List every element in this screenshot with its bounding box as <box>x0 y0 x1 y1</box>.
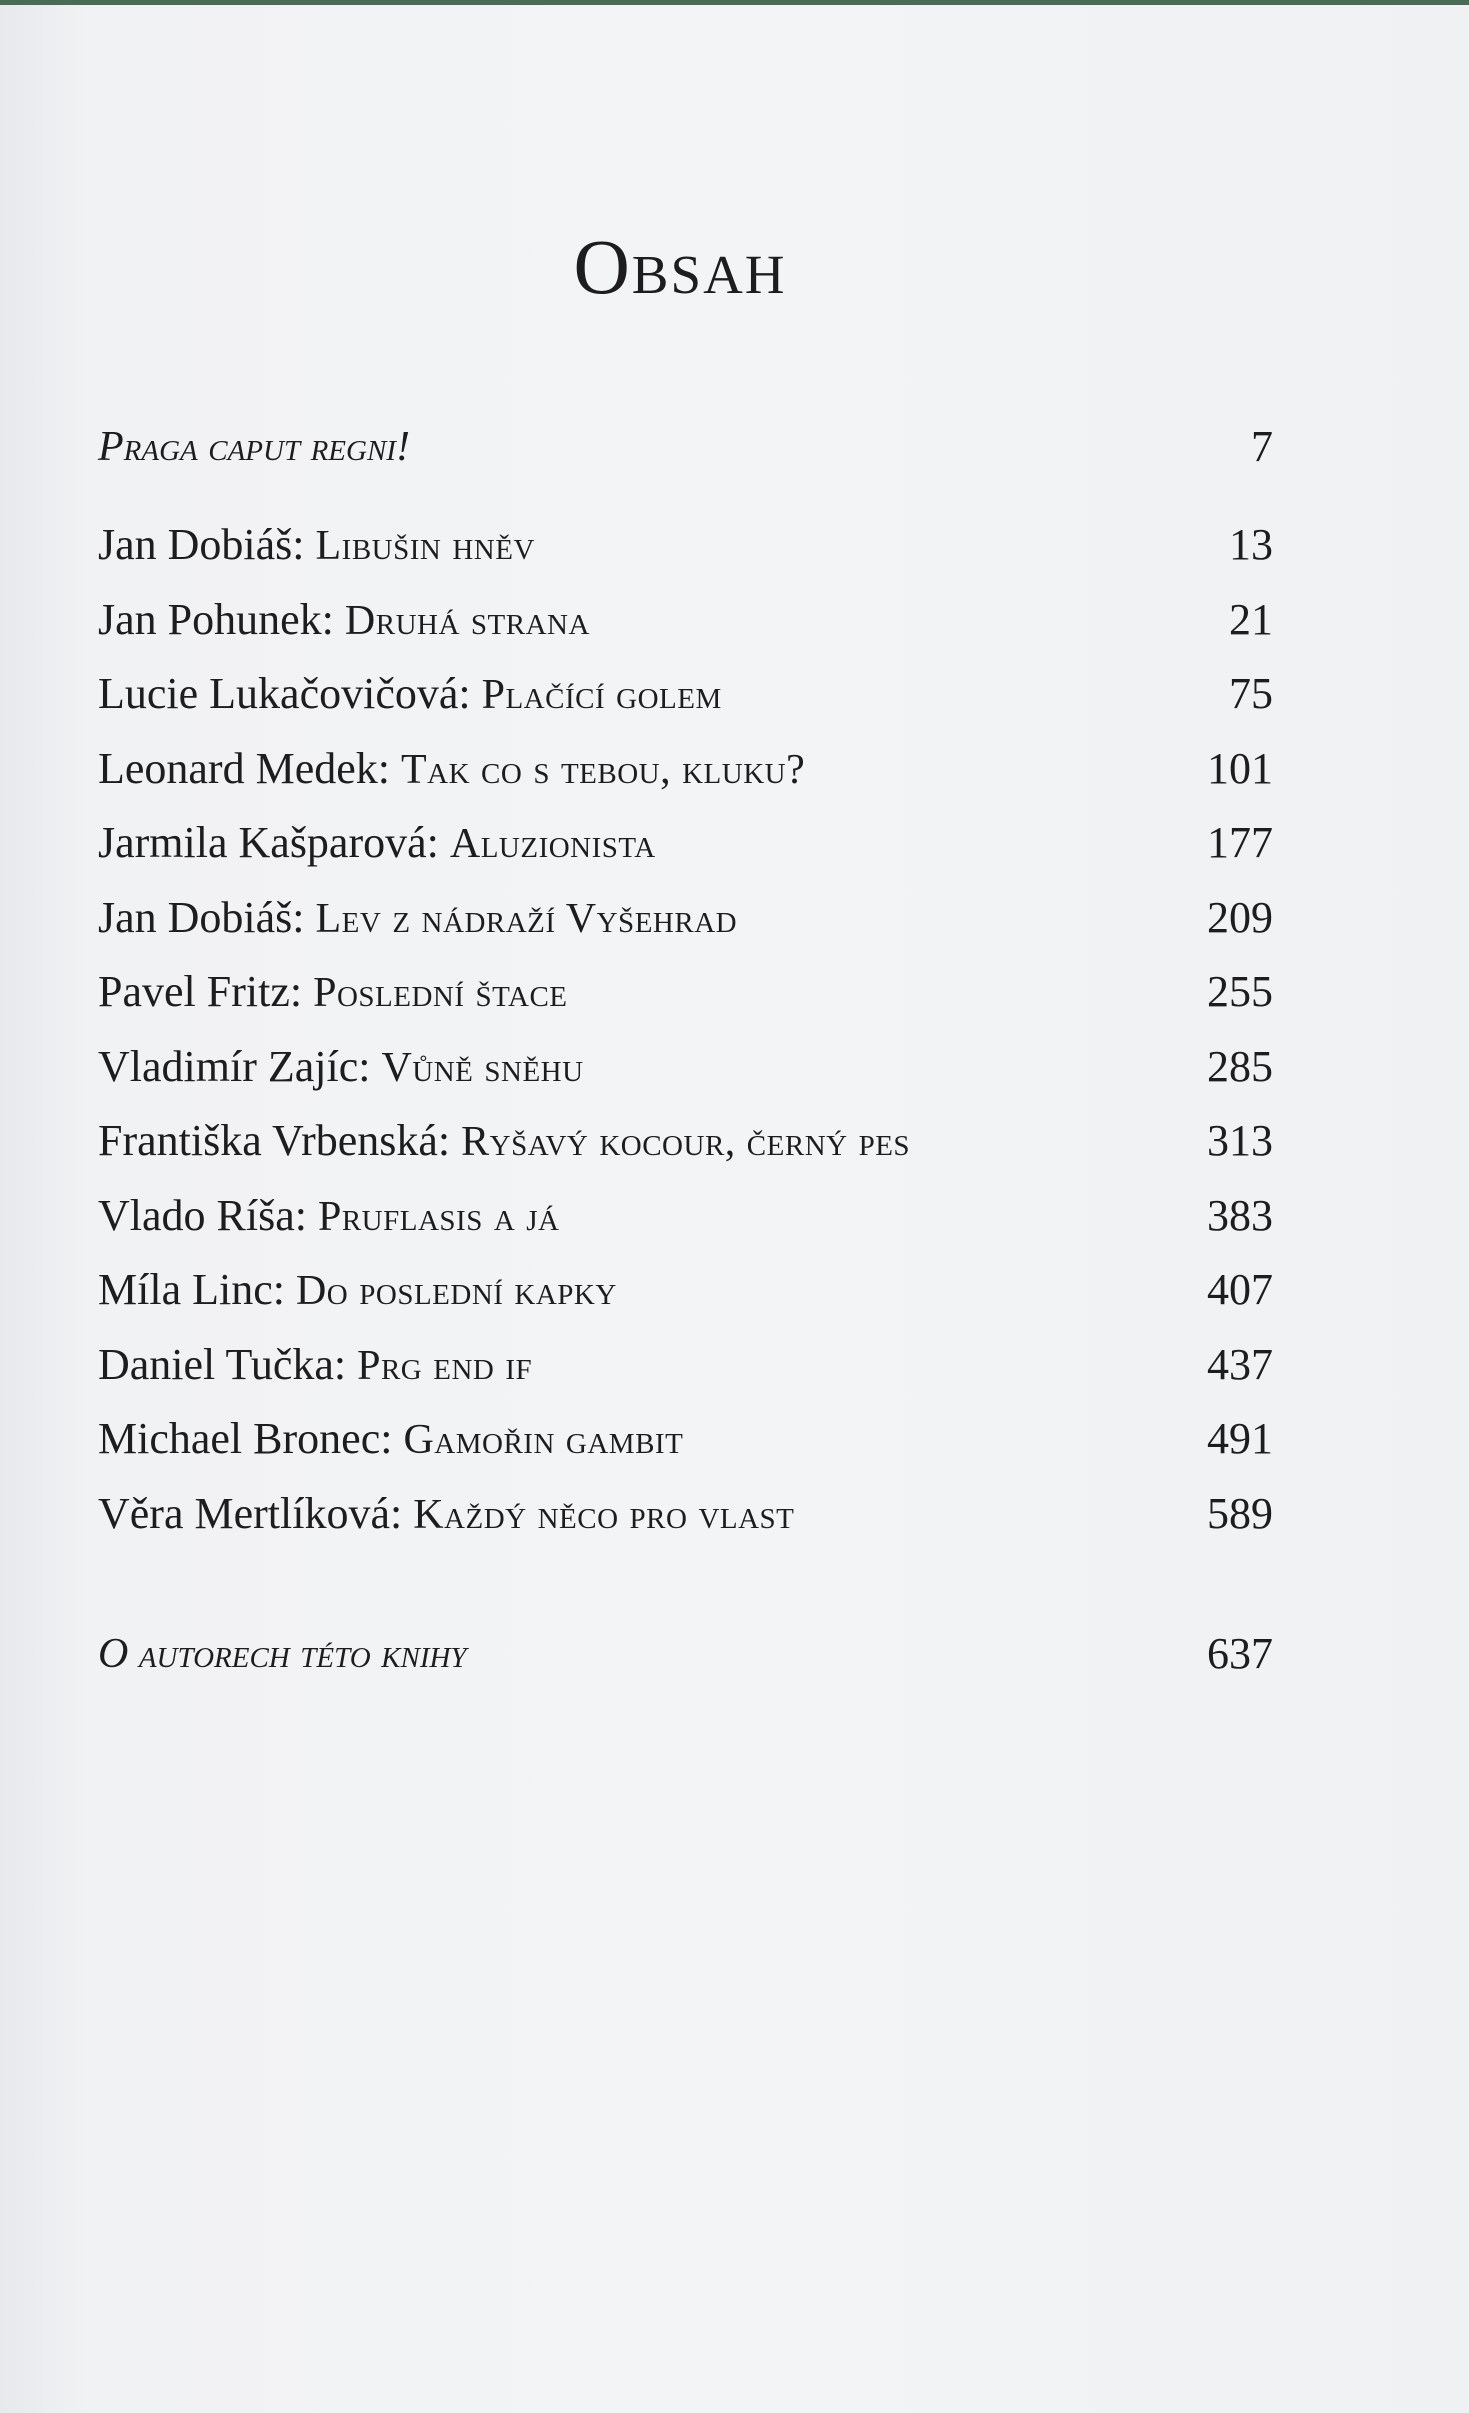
entry-author: Jan Dobiáš: <box>98 892 316 942</box>
entry-story: Druhá strana <box>344 597 590 644</box>
toc-entry-5 <box>98 806 1273 881</box>
toc-entry-1 <box>98 508 1273 583</box>
toc-intro-row <box>98 410 1273 485</box>
toc-entry-13 <box>98 1402 1273 1477</box>
entry-story: Ryšavý kocour, černý pes <box>461 1119 911 1165</box>
entry-page: 407 <box>1207 1265 1273 1314</box>
page-top-edge <box>0 0 1469 5</box>
entry-story: Tak co s tebou, kluku? <box>401 746 806 793</box>
toc-entry-3 <box>98 657 1273 732</box>
entry-author: Jarmila Kašparová: <box>98 818 450 867</box>
entry-story: Každý něco pro vlast <box>413 1491 795 1538</box>
entry-story: Prg end if <box>357 1342 533 1389</box>
entry-author: Vlado Ríša: <box>98 1190 318 1240</box>
toc-entry-2 <box>98 583 1273 658</box>
entry-story: Pruflasis a já <box>317 1193 560 1240</box>
entry-author: Jan Dobiáš: <box>98 520 316 569</box>
entry-author: Pavel Fritz: <box>98 967 314 1016</box>
entry-author: Daniel Tučka: <box>98 1339 358 1389</box>
entry-page: 285 <box>1207 1041 1273 1091</box>
entry-author: Lucie Lukačovičová: <box>98 669 482 718</box>
entry-author: Leonard Medek: <box>98 743 401 793</box>
entry-story: Libušin hněv <box>315 523 535 569</box>
entry-author: Vladimír Zajíc: <box>98 1041 382 1091</box>
toc-entry-12 <box>98 1328 1273 1403</box>
entry-page: 101 <box>1207 743 1273 793</box>
toc-entry-11 <box>98 1253 1273 1328</box>
toc-entry-14 <box>98 1477 1273 1552</box>
entry-page: 313 <box>1207 1116 1273 1165</box>
entry-story: Do poslední kapky <box>295 1268 617 1314</box>
entry-author: Míla Linc: <box>98 1265 296 1314</box>
entry-author: Františka Vrbenská: <box>98 1116 462 1165</box>
entry-page: 177 <box>1207 818 1273 867</box>
toc-intro-page: 7 <box>1251 422 1273 471</box>
entry-page: 383 <box>1207 1190 1273 1240</box>
toc-entry-8 <box>98 1030 1273 1105</box>
entry-page: 491 <box>1207 1414 1273 1463</box>
entry-story: Poslední štace <box>313 970 568 1016</box>
toc-entry-9 <box>98 1104 1273 1179</box>
entry-page: 255 <box>1207 967 1273 1016</box>
toc-outro-page: 637 <box>1207 1629 1273 1678</box>
toc-outro-row <box>98 1617 1273 1692</box>
table-of-contents <box>98 410 1273 1692</box>
page-title: Obsah <box>573 223 787 310</box>
entry-story: Plačící golem <box>481 672 722 718</box>
entry-page: 75 <box>1229 669 1273 718</box>
entry-page: 589 <box>1207 1488 1273 1538</box>
entry-page: 13 <box>1229 520 1273 569</box>
toc-intro-title: Praga caput regni! <box>98 424 410 470</box>
toc-entry-6 <box>98 881 1273 956</box>
entry-author: Jan Pohunek: <box>98 594 345 644</box>
entry-page: 209 <box>1207 892 1273 942</box>
entry-author: Michael Bronec: <box>98 1414 404 1463</box>
entry-page: 21 <box>1229 594 1273 644</box>
toc-entry-7 <box>98 955 1273 1030</box>
entry-story: Lev z nádraží Vyšehrad <box>315 895 738 942</box>
toc-entry-4 <box>98 732 1273 807</box>
toc-outro-title: O autorech této knihy <box>98 1631 467 1677</box>
toc-entry-10 <box>98 1179 1273 1254</box>
entry-story: Vůně sněhu <box>381 1044 584 1091</box>
entry-page: 437 <box>1207 1339 1273 1389</box>
entry-story: Gamořin gambit <box>403 1417 684 1463</box>
entry-author: Věra Mertlíková: <box>98 1488 414 1538</box>
entry-story: Aluzionista <box>449 821 656 867</box>
